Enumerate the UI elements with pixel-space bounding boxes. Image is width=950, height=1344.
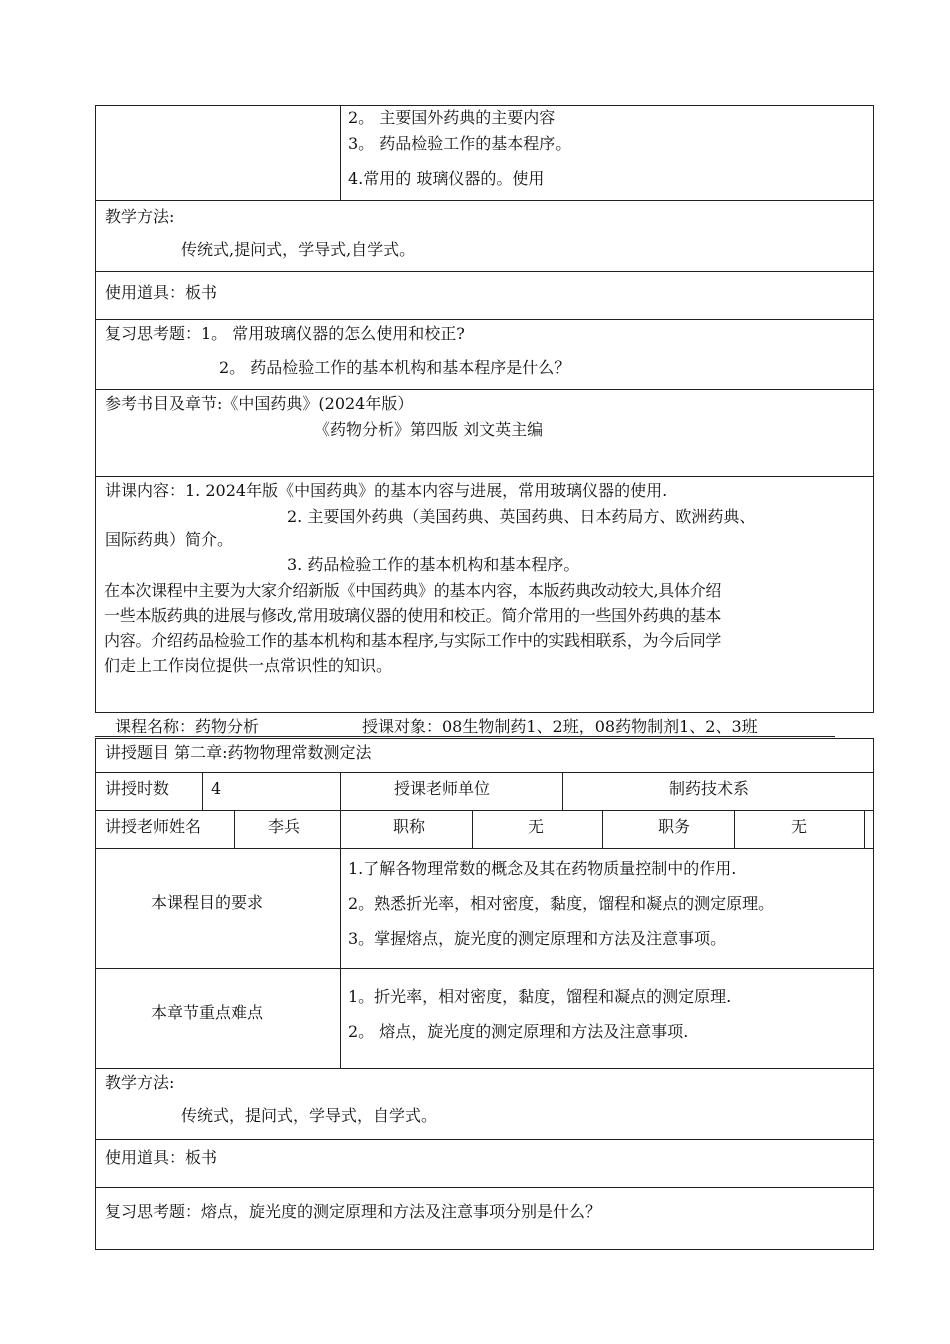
title-label: 职称 [393, 817, 426, 836]
objective-item: 3。 药品检验工作的基本程序。 [348, 134, 572, 153]
content-line: 讲课内容：1. 2024年版《中国药典》的基本内容与进展，常用玻璃仪器的使用. [105, 481, 668, 500]
title-value: 无 [528, 817, 545, 836]
teacher-col-line [472, 810, 473, 848]
hours-col-line [340, 772, 341, 810]
teacher-name-value: 李兵 [268, 817, 301, 836]
requirement-item: 2。熟悉折光率，相对密度，黏度，馏程和凝点的测定原理。 [348, 894, 775, 913]
lower-row-line [95, 1068, 874, 1069]
teacher-col-line [734, 810, 735, 848]
lower-row-line [95, 1139, 874, 1140]
teacher-col-line [340, 810, 341, 848]
post-value: 无 [791, 817, 808, 836]
content-paragraph-line: 内容。介绍药品检验工作的基本机构和基本程序,与实际工作中的实践相联系，为今后同学 [104, 631, 722, 650]
lower-row-line [95, 968, 874, 969]
upper-row-line [95, 200, 874, 201]
hours-label: 讲授时数 [105, 779, 170, 798]
content-line: 国际药典）简介。 [105, 530, 234, 549]
unit-value: 制药技术系 [669, 779, 750, 798]
teaching-method-text: 传统式,提问式，学导式,自学式。 [181, 240, 416, 259]
post-label: 职务 [658, 817, 691, 836]
lower-row-line [95, 1187, 874, 1188]
teaching-method-label: 教学方法: [105, 207, 175, 226]
references-line-2: 《药物分析》第四版 刘文英主编 [314, 420, 544, 439]
requirement-item: 1.了解各物理常数的概念及其在药物质量控制中的作用. [348, 859, 737, 878]
requirements-label: 本课程目的要求 [151, 893, 264, 912]
req-col-line [340, 848, 341, 1068]
upper-col-line [340, 105, 341, 200]
teaching-method-text: 传统式，提问式，学导式，自学式。 [181, 1106, 438, 1125]
key-point-item: 2。 熔点，旋光度的测定原理和方法及注意事项. [348, 1022, 689, 1041]
header-underline [95, 736, 835, 737]
hours-col-line [562, 772, 563, 810]
upper-row-line [95, 389, 874, 390]
content-paragraph-line: 在本次课程中主要为大家介绍新版《中国药典》的基本内容，本版药典改动较大,具体介绍 [104, 581, 722, 600]
audience: 授课对象：08生物制药1、2班，08药物制剂1、2、3班 [362, 717, 758, 736]
upper-row-line [95, 476, 874, 477]
teacher-col-line [864, 810, 865, 848]
unit-label: 授课老师单位 [394, 779, 491, 798]
lower-row-line [95, 772, 874, 773]
content-paragraph-line: 一些本版药典的进展与修改,常用玻璃仪器的使用和校正。简介常用的一些国外药典的基本 [104, 606, 722, 625]
key-point-item: 1。折光率，相对密度，黏度，馏程和凝点的测定原理. [348, 987, 732, 1006]
topic-text: 讲授题目 第二章:药物物理常数测定法 [105, 743, 372, 762]
teacher-col-line [602, 810, 603, 848]
course-name: 课程名称：药物分析 [115, 717, 260, 736]
review-question-1: 复习思考题：1。 常用玻璃仪器的怎么使用和校正? [105, 324, 465, 343]
review-question: 复习思考题：熔点，旋光度的测定原理和方法及注意事项分别是什么？ [105, 1202, 602, 1221]
upper-row-line [95, 271, 874, 272]
key-points-label: 本章节重点难点 [151, 1003, 264, 1022]
teacher-col-line [234, 810, 235, 848]
content-paragraph-line: 们走上工作岗位提供一点常识性的知识。 [104, 656, 393, 675]
requirement-item: 3。掌握熔点，旋光度的测定原理和方法及注意事项。 [348, 929, 727, 948]
lower-row-line [95, 810, 874, 811]
upper-row-line [95, 319, 874, 320]
content-line: 3. 药品检验工作的基本机构和基本程序。 [287, 555, 580, 574]
review-question-2: 2。 药品检验工作的基本机构和基本程序是什么？ [219, 358, 571, 377]
content-line: 2. 主要国外药典（美国药典、英国药典、日本药局方、欧洲药典、 [287, 507, 756, 526]
teaching-method-label: 教学方法: [105, 1073, 175, 1092]
references-line-1: 参考书目及章节:《中国药典》(2024年版） [105, 394, 414, 413]
tools-text: 使用道具：板书 [105, 1148, 218, 1167]
objective-item: 2。 主要国外药典的主要内容 [348, 108, 556, 127]
hours-col-line [202, 772, 203, 810]
teacher-name-label: 讲授老师姓名 [105, 817, 202, 836]
lower-row-line [95, 848, 874, 849]
objective-item: 4.常用的 玻璃仪器的。使用 [348, 169, 545, 188]
tools-text: 使用道具：板书 [105, 283, 218, 302]
hours-value: 4 [211, 779, 222, 798]
